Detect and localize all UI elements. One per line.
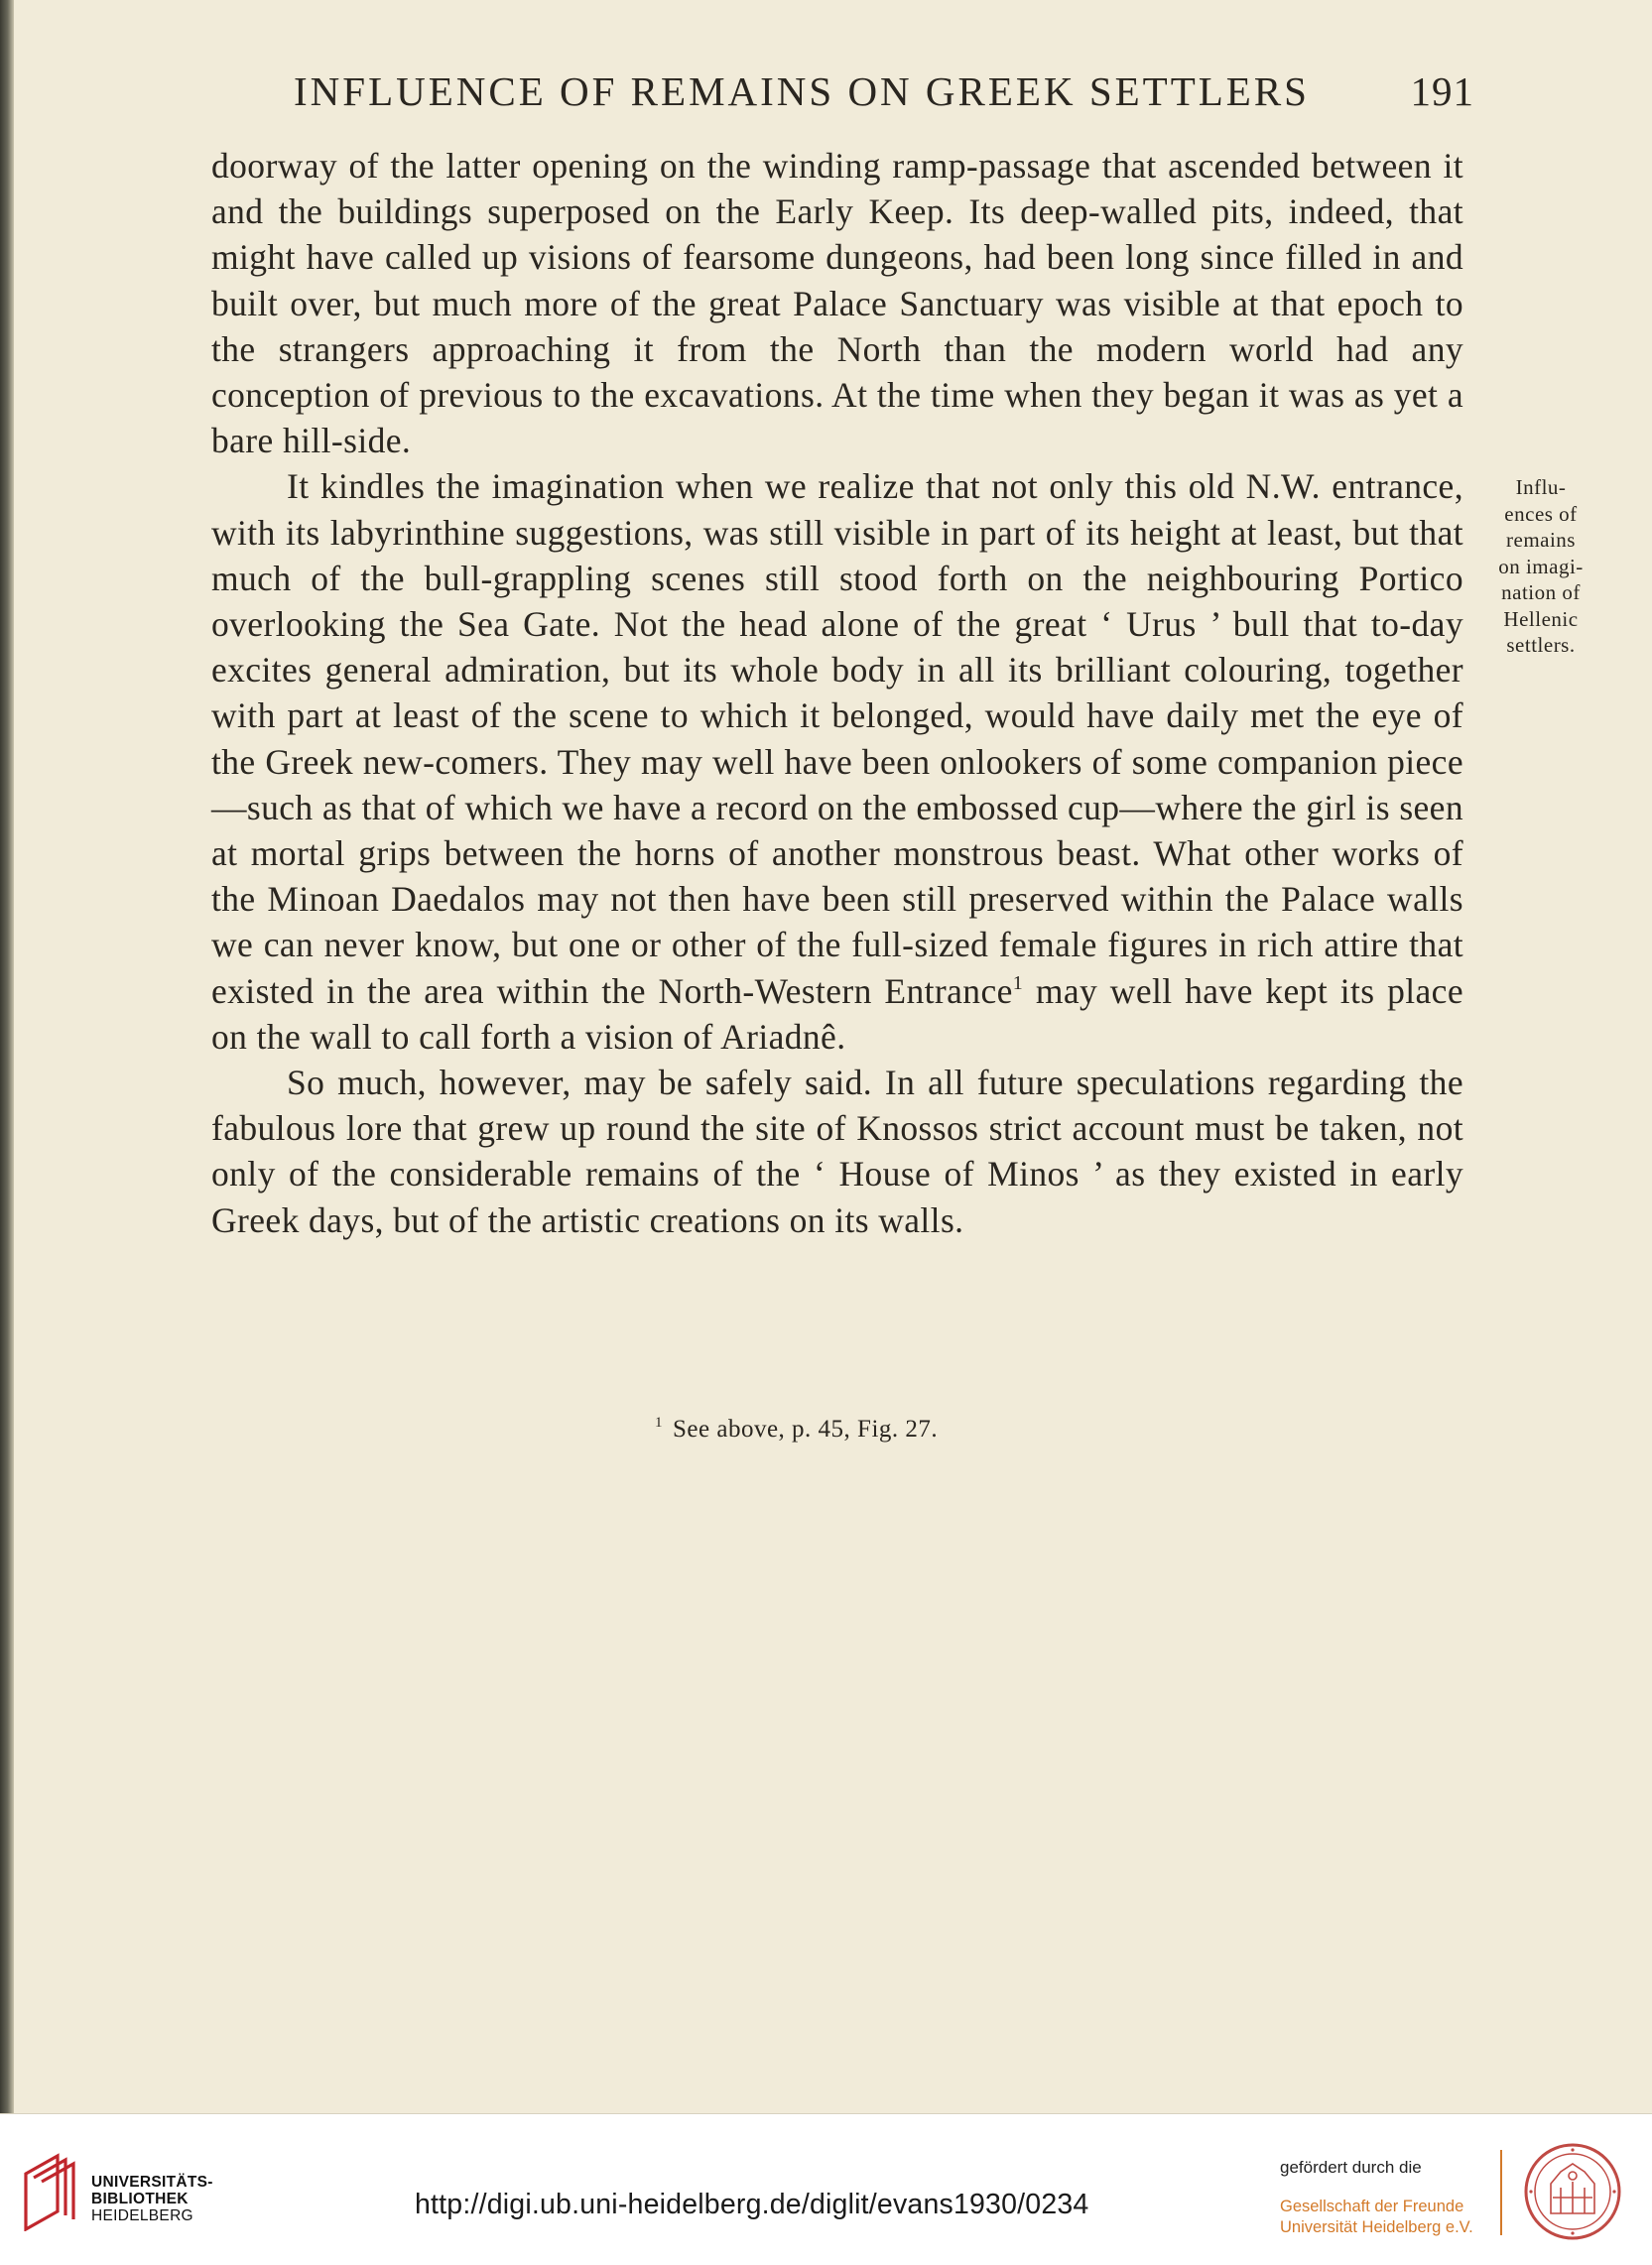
permalink-url[interactable]: http://digi.ub.uni-heidelberg.de/diglit/evans1930/0234 [415,2189,1089,2220]
sponsor-name-line-1: Gesellschaft der Freunde [1280,2198,1464,2215]
university-library-logo-icon[interactable] [22,2152,79,2231]
paragraph-2-text-after: may well have kept its place on the wall to call forth a vision of Ariadnê. [211,970,1463,1057]
paragraph-2 [211,463,1463,1060]
paragraph-3: So much, however, may be safely said. In all future speculations regarding the fabulous lore that grew up round the site of Knossos strict account must be taken, not only of the considerable remains of the ‘ House of Minos ’ as they existed in early Greek days, but of the artistic creations on its walls. [211,1063,1463,1240]
library-name-line-1: UNIVERSITÄTS- [91,2174,213,2191]
library-name [91,2174,213,2224]
page-number: 191 [1410,68,1474,114]
footnote [655,1415,938,1444]
marginal-note-line: nation of [1501,580,1581,604]
running-head-title: INFLUENCE OF REMAINS ON GREEK SETTLERS [294,68,1310,114]
library-name-line-3: HEIDELBERG [91,2207,193,2224]
marginal-note [1482,474,1599,659]
marginal-note-line: on imagi- [1498,554,1584,578]
marginal-note-line: remains [1506,528,1576,552]
marginal-note-line: settlers. [1506,633,1576,657]
marginal-note-line: Influ- [1515,475,1567,499]
sponsor-label: gefördert durch die [1280,2158,1422,2177]
marginal-note-line: ences of [1504,501,1578,526]
paragraph-2-text: It kindles the imagination when we realize that not only this old N.W. entrance, with its labyrinthine suggestions, was still visible in part of its height at least, but that much of the bull-grappling scenes still stood forth on the neighbouring Portico overlooking the Sea Gate. Not the head alone of the great ‘ Urus ’ bull that to-day excites general admiration, but its whole body in all its brilliant colouring, together with part at least of the scene to which it belonged, would have daily met the eye of the Greek new-comers. They may well have been onlookers of some companion piece—such as that of which we have a record on the embossed cup—where the girl is seen at mortal grips between the horns of another monstrous beast. What other works of the Minoan Daedalos may not then have been still preserved within the Palace walls we can never know, but one or other of the full-sized female figures in rich attire that existed in the area within the North-Western Entrance [211,466,1463,1011]
footnote-reference[interactable]: 1 [1012,971,1024,994]
body-text [211,143,1463,1243]
university-seal-icon [1523,2142,1622,2241]
footnote-text: See above, p. 45, Fig. 27. [673,1416,939,1443]
sponsor-name-line-2: Universität Heidelberg e.V. [1280,2218,1473,2236]
library-name-line-2: BIBLIOTHEK [91,2191,189,2207]
running-head [294,62,1474,121]
paragraph-1: doorway of the latter opening on the winding ramp-passage that ascended between it and the buildings superposed on the Early Keep. Its deep-walled pits, indeed, that might have called up visions of fearsome dungeons, had been long since filled in and built over, but much more of the great Palace Sanctuary was visible at that epoch to the strangers approaching it from the North than the modern world had any conception of previous to the excavations. At the time when they began it was as yet a bare hill-side. [211,146,1463,461]
marginal-note-line: Hellenic [1503,606,1579,631]
footnote-mark: 1 [655,1415,663,1431]
footer-divider [1500,2150,1502,2235]
book-binding-edge [0,0,14,2113]
sponsor-name[interactable] [1280,2197,1473,2238]
digitization-footer [0,2113,1652,2265]
